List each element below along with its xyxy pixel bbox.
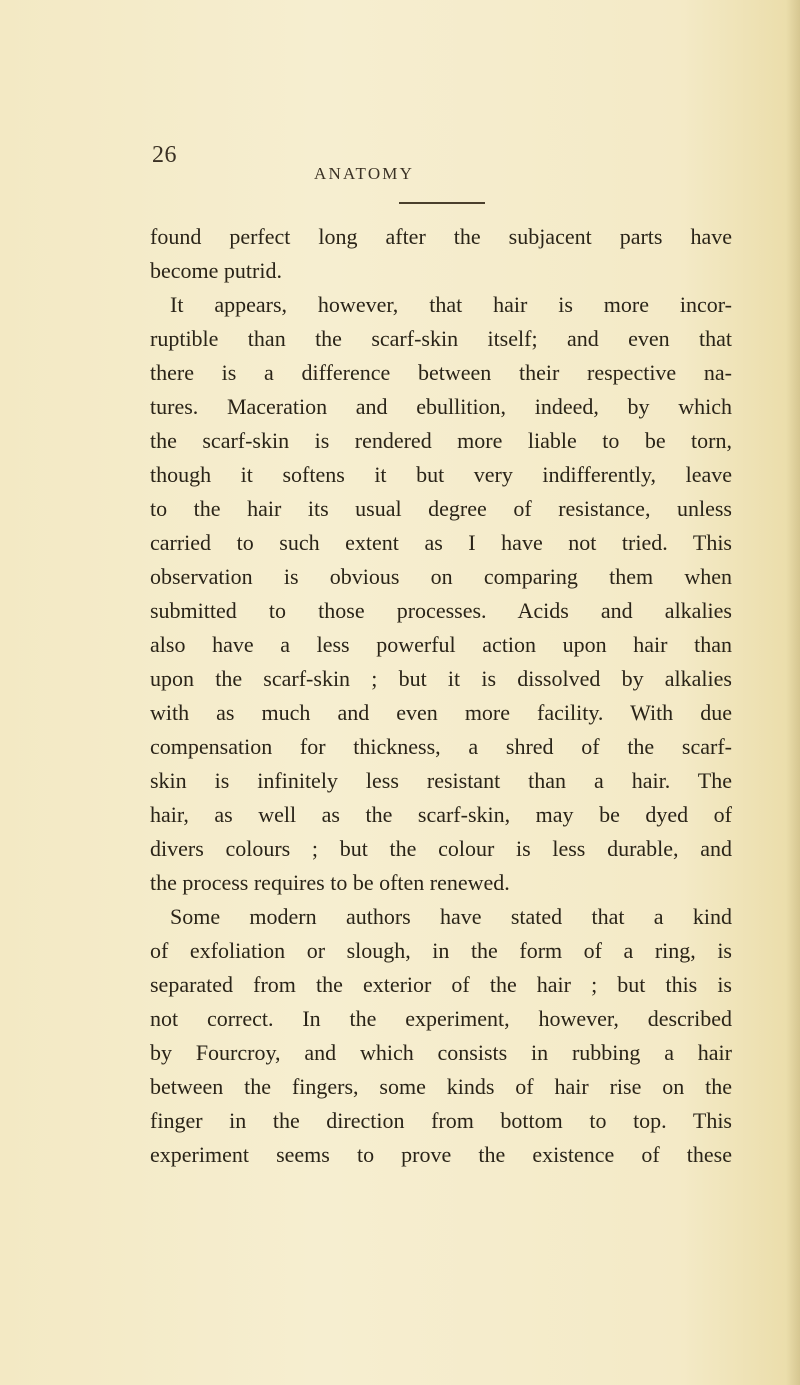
- text-line: Some modern authors have stated that a kind: [170, 904, 732, 929]
- body-text: [150, 220, 732, 1172]
- text-line: skin is infinitely less resistant than a hair. The: [150, 768, 732, 793]
- text-line: upon the scarf-skin ; but it is dissolved by alkalies: [150, 666, 732, 691]
- running-head: ANATOMY: [314, 164, 415, 183]
- text-line: finger in the direction from bottom to top. This: [150, 1108, 732, 1133]
- text-line: hair, as well as the scarf-skin, may be dyed of: [150, 802, 732, 827]
- text-line: observation is obvious on comparing them when: [150, 564, 732, 589]
- text-line: between the fingers, some kinds of hair rise on the: [150, 1074, 732, 1099]
- text-line: there is a difference between their respective na-: [150, 360, 732, 385]
- text-line: experiment seems to prove the existence of these: [150, 1142, 732, 1167]
- text-line: submitted to those processes. Acids and alkalies: [150, 598, 732, 623]
- text-line: found perfect long after the subjacent parts have: [150, 224, 732, 249]
- text-line: also have a less powerful action upon hair than: [150, 632, 732, 657]
- text-line: ruptible than the scarf-skin itself; and even that: [150, 326, 732, 351]
- text-line: not correct. In the experiment, however, described: [150, 1006, 732, 1031]
- text-line: become putrid.: [150, 258, 282, 283]
- text-line: It appears, however, that hair is more incor-: [170, 292, 732, 317]
- text-line: compensation for thickness, a shred of the scarf-: [150, 734, 732, 759]
- page-edge-shadow: [786, 0, 800, 1385]
- text-line: though it softens it but very indifferently, leave: [150, 462, 732, 487]
- text-line: the process requires to be often renewed.: [150, 870, 510, 895]
- text-line: of exfoliation or slough, in the form of a ring, is: [150, 938, 732, 963]
- text-line: separated from the exterior of the hair ; but this is: [150, 972, 732, 997]
- text-line: divers colours ; but the colour is less durable, and: [150, 836, 732, 861]
- text-line: carried to such extent as I have not tried. This: [150, 530, 732, 555]
- text-line: to the hair its usual degree of resistance, unless: [150, 496, 732, 521]
- text-line: by Fourcroy, and which consists in rubbing a hair: [150, 1040, 732, 1065]
- text-line: the scarf-skin is rendered more liable to be torn,: [150, 428, 732, 453]
- header-rule: [399, 202, 485, 204]
- text-line: tures. Maceration and ebullition, indeed, by which: [150, 394, 732, 419]
- text-line: with as much and even more facility. With due: [150, 700, 732, 725]
- page-number: 26: [152, 142, 177, 168]
